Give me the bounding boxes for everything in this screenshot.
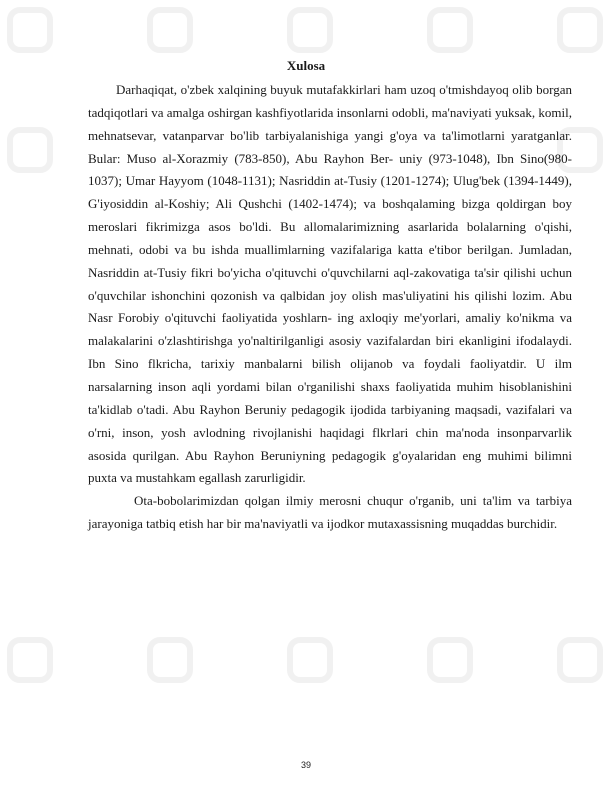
page-number: 39 <box>300 760 311 770</box>
paragraph: Ota-bobolarimizdan qolgan ilmiy merosni chuqur o'rganib, uni ta'lim va tarbiya jarayoniga tatbiq etish har bir ma'naviyatli va ijodkor mutaxassisning muqaddas burchidir. <box>88 493 572 532</box>
paragraph: Darhaqiqat, o'zbek xalqining buyuk mutafakkirlari ham uzoq o'tmishdayoq olib borgan tadqiqotlari va amalga oshirgan kashfiyotlarida insonlarni odobli, ma'naviyati yuksak, komil, mehnatsevar, vatanparvar bo'lib tarbiyalanishiga yangi g'oya va ta'limotlarni yaratganlar. Bular: Muso al-Xorazmiy (783-850), Abu Rayhon Ber- uniy (973-1048), Ibn Sino(980-1037); Umar Hayyom (1048-1131); Nasriddin at-Tusiy (1201-1274); Ulug'bek (1394-1449), G'iyosiddin al-Koshiy; Ali Qushchi (1402-1474); va boshqalaming bizga qoldirgan boy meroslari fikrimizga asos bo'ldi. Bu allomalarimizning asarlarida bolalarning o'qishi, mehnati, odobi va bu ishda muallimlarning vazifalariga katta e'tibor berilgan. Jumladan, Nasriddin at-Tusiy fikri bo'yicha o'qituvchi o'quvchilarni aql-zakovatiga ta'sir qilishi uchun o'quvchilar ishonchini qozonish va qalbidan joy olish mas'uliyatini his qilishi lozim. Abu Nasr Forobiy o'qituvchi faoliyatida yoshlarn- ing axloqiy me'yorlari, amaliy ko'nikma va malakalarini o'zlashtirishga yo'naltirilganligi asosiy vazifalardan biri ekanligini ifodalaydi. Ibn Sino flkricha, tarixiy manbalarni bilish olijanob va foydali faoliyatdir. U ilm narsalarning inson aqli yordami bilan o'rganilishi shaxs faoliyatida muhim hisoblanishini ta'kidlab o'tadi. Abu Rayhon Beruniy pedagogik ijodida tarbiyaning maqsadi, vazifalari va o'rni, inson, yosh avlodning rivojlanishi haqidagi flkrlari chin ma'noda insonparvarlik asosida qurilgan. Abu Rayhon Beruniyning pedagogik g'oyalaridan eng muhimi bilimni puxta va mustahkam egallash zarurligidir. <box>88 82 572 486</box>
body-text <box>88 79 572 536</box>
section-title: Xulosa <box>286 58 326 73</box>
